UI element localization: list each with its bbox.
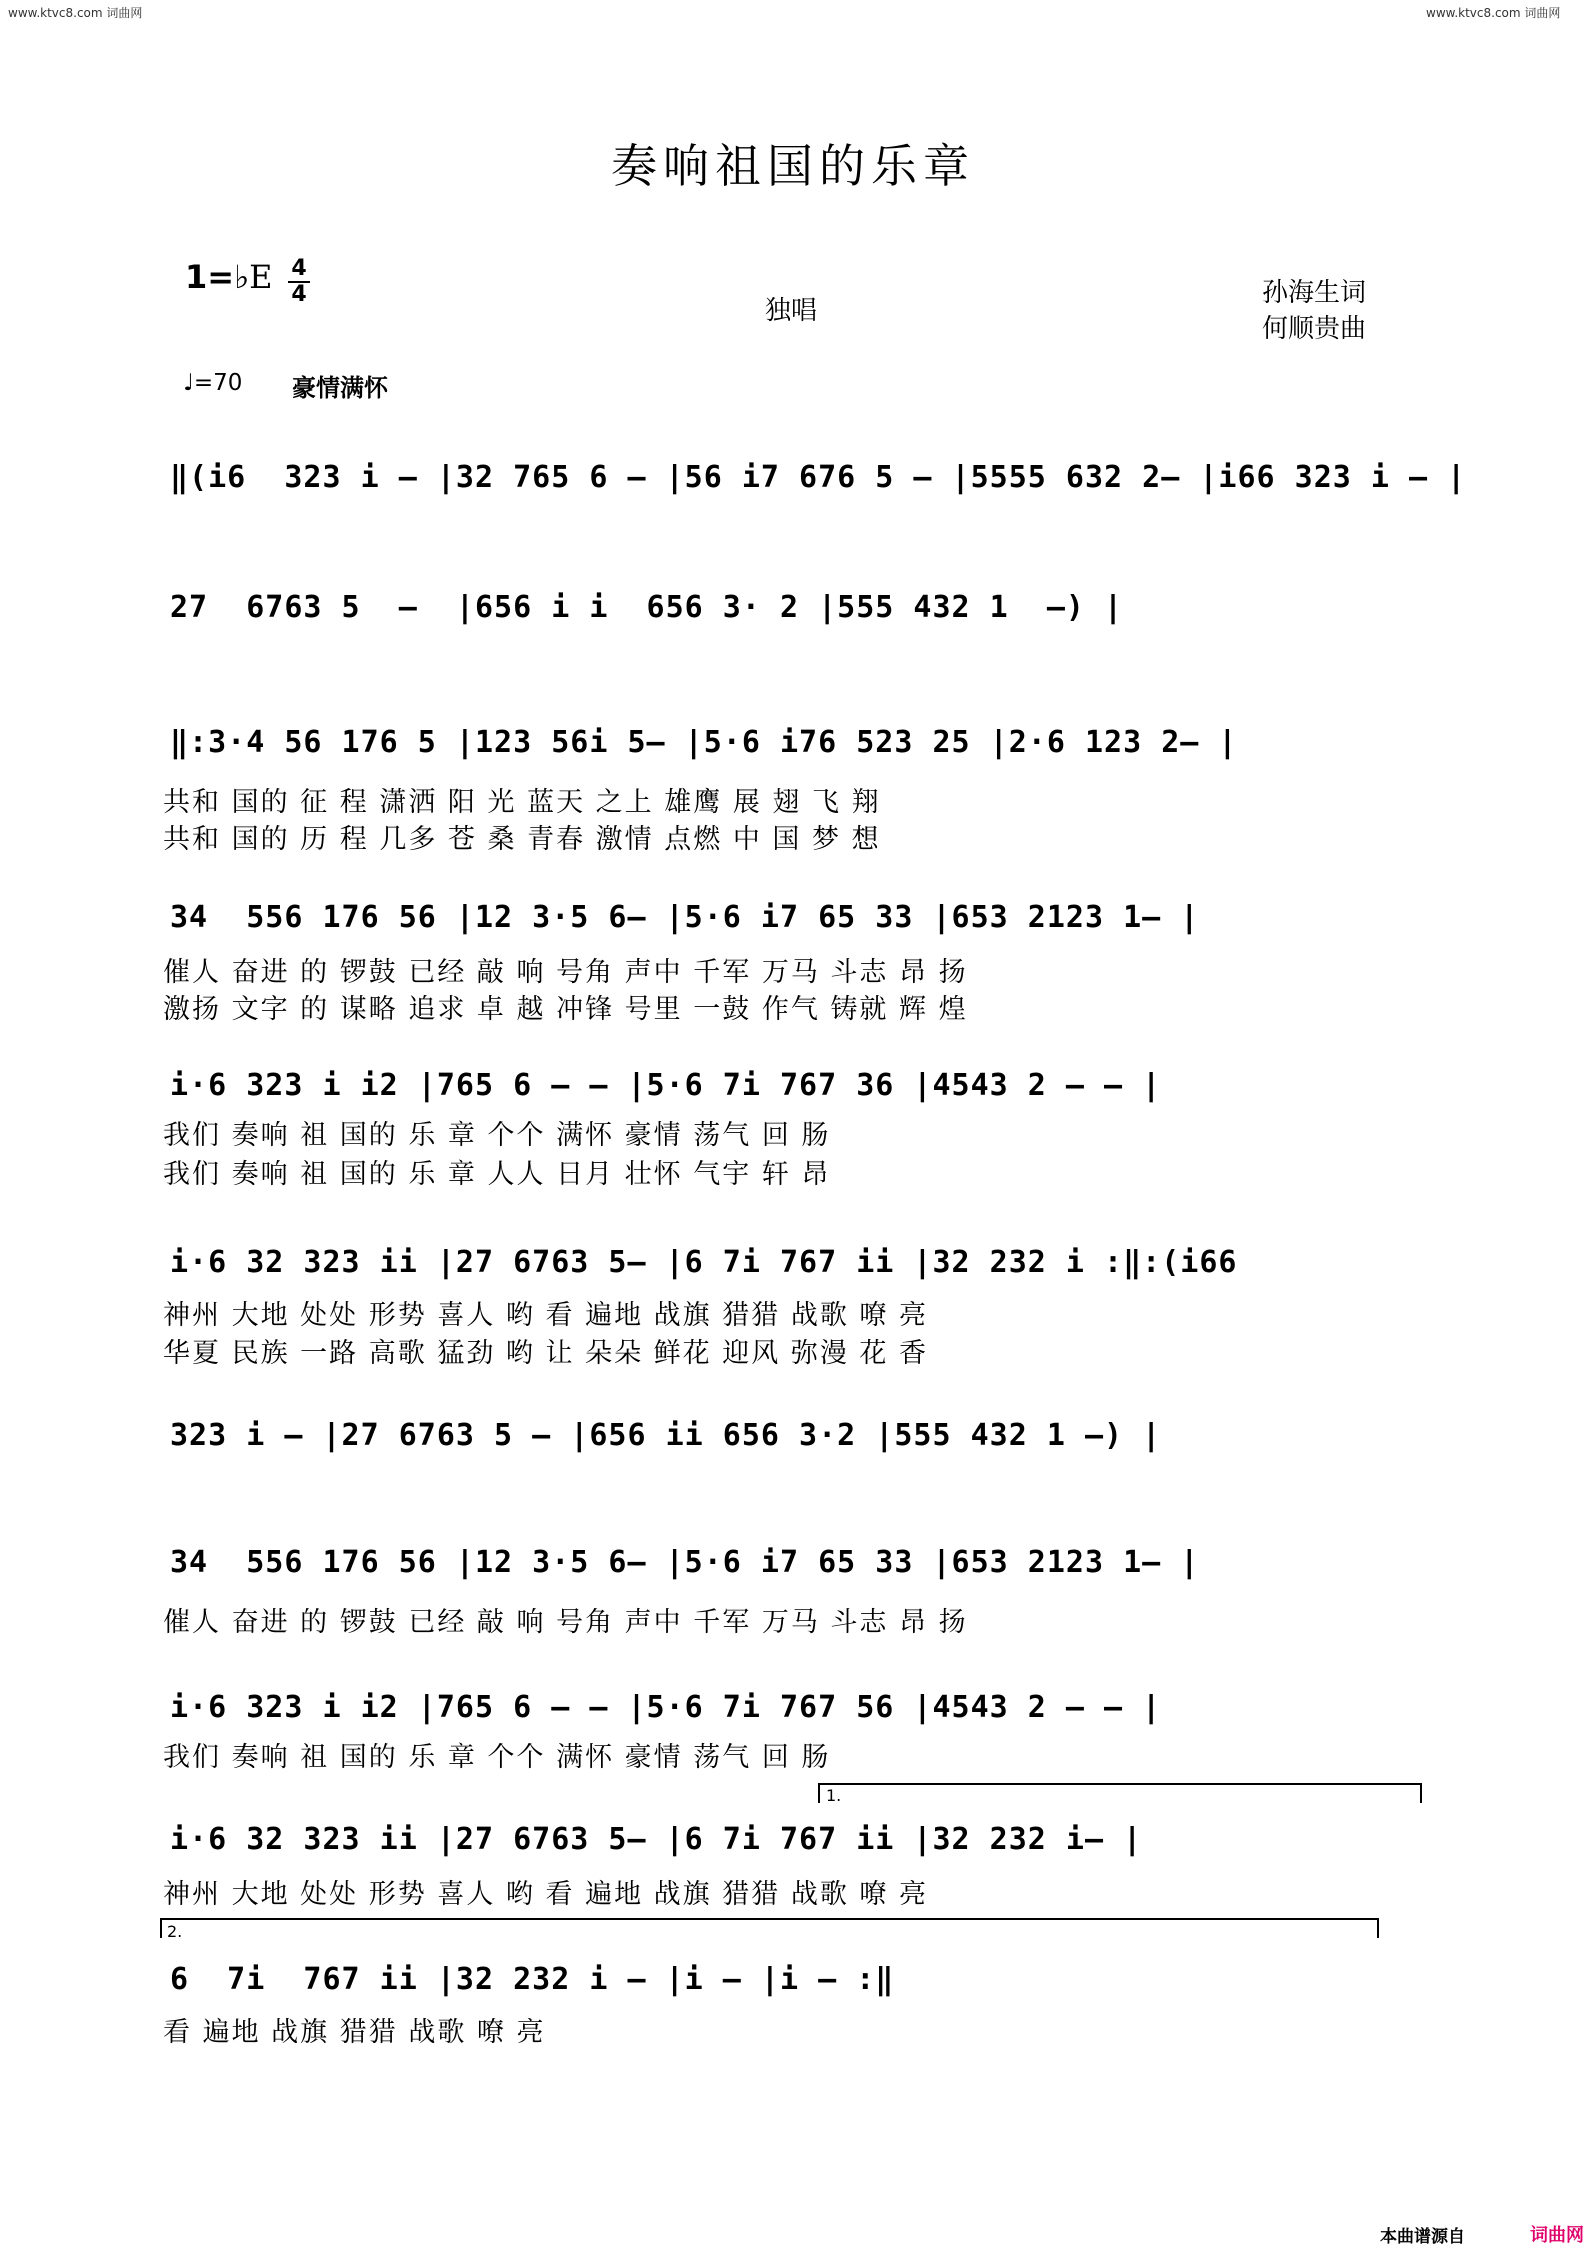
volta-1-label: 1.: [826, 1786, 842, 1805]
song-title: 奏响祖国的乐章: [611, 139, 975, 193]
lyric-line-5-verse-1: 我们 奏响 祖 国的 乐 章 个个 满怀 豪情 荡气 回 肠: [163, 1120, 831, 1151]
lyric-line-11: 看 遍地 战旗 猎猎 战歌 嘹 亮: [163, 2017, 546, 2048]
genre: 独唱: [765, 296, 818, 326]
lyric-line-3-verse-1: 共和 国的 征 程 潇洒 阳 光 蓝天 之上 雄鹰 展 翅 飞 翔: [163, 787, 881, 818]
key-signature: [185, 258, 273, 296]
notation-line-9: i·6 323 i i2 |765 6 – – |5·6 7i 767 56 |4543 2 – – |: [170, 1690, 1162, 1725]
lyric-line-6-verse-2: 华夏 民族 一路 高歌 猛劲 哟 让 朵朵 鲜花 迎风 弥漫 花 香: [163, 1338, 928, 1369]
notation-line-5: i·6 323 i i2 |765 6 – – |5·6 7i 767 36 |4543 2 – – |: [170, 1068, 1162, 1103]
key-note: ♭E: [234, 258, 273, 296]
credits: [1262, 275, 1366, 347]
expression-marking: 豪情满怀: [292, 374, 388, 402]
composer: 何顺贵曲: [1262, 314, 1367, 344]
lyric-line-9: 我们 奏响 祖 国的 乐 章 个个 满怀 豪情 荡气 回 肠: [163, 1742, 831, 1773]
lyric-line-5-verse-2: 我们 奏响 祖 国的 乐 章 人人 日月 壮怀 气宇 轩 昂: [163, 1159, 831, 1190]
site-watermark-left: www.ktvc8.com 词曲网: [8, 6, 143, 20]
notation-line-1: ‖(i6 323 i – |32 765 6 – |56 i7 676 5 – |5555 632 2– |i66 323 i – |: [170, 460, 1467, 495]
notation-line-3: ‖:3·4 56 176 5 |123 56i 5– |5·6 i76 523 25 |2·6 123 2– |: [170, 725, 1238, 760]
volta-1-bracket: [818, 1783, 1422, 1803]
time-signature: [288, 258, 310, 306]
lyric-line-8: 催人 奋进 的 锣鼓 已经 敲 响 号角 声中 千军 万马 斗志 昂 扬: [163, 1607, 968, 1638]
notation-line-10: i·6 32 323 ii |27 6763 5– |6 7i 767 ii |32 232 i– |: [170, 1822, 1143, 1857]
site-watermark-right: www.ktvc8.com 词曲网: [1426, 6, 1561, 20]
time-bottom: 4: [291, 282, 307, 307]
lyric-line-4-verse-2: 激扬 文字 的 谋略 追求 卓 越 冲锋 号里 一鼓 作气 铸就 辉 煌: [163, 994, 968, 1025]
notation-line-7: 323 i – |27 6763 5 – |656 ii 656 3·2 |555 432 1 –) |: [170, 1418, 1162, 1453]
lyric-line-6-verse-1: 神州 大地 处处 形势 喜人 哟 看 遍地 战旗 猎猎 战歌 嘹 亮: [163, 1300, 928, 1331]
volta-2-label: 2.: [167, 1922, 183, 1941]
lyricist: 孙海生词: [1262, 278, 1367, 308]
footer-brand-logo: 词曲网: [1530, 2225, 1584, 2246]
key-prefix: 1=: [185, 258, 235, 296]
notation-line-6: i·6 32 323 ii |27 6763 5– |6 7i 767 ii |32 232 i :‖:(i66: [170, 1245, 1238, 1280]
time-top: 4: [291, 256, 307, 281]
tempo-marking: ♩=70: [183, 370, 243, 396]
notation-line-4: 34 556 176 56 |12 3·5 6– |5·6 i7 65 33 |653 2123 1– |: [170, 900, 1200, 935]
volta-2-bracket: [160, 1918, 1379, 1938]
lyric-line-4-verse-1: 催人 奋进 的 锣鼓 已经 敲 响 号角 声中 千军 万马 斗志 昂 扬: [163, 957, 968, 988]
notation-line-11: 6 7i 767 ii |32 232 i – |i – |i – :‖: [170, 1962, 895, 1997]
footer-source-text: 本曲谱源自: [1380, 2227, 1465, 2247]
lyric-line-3-verse-2: 共和 国的 历 程 几多 苍 桑 青春 激情 点燃 中 国 梦 想: [163, 824, 881, 855]
lyric-line-10: 神州 大地 处处 形势 喜人 哟 看 遍地 战旗 猎猎 战歌 嘹 亮: [163, 1879, 928, 1910]
notation-line-8: 34 556 176 56 |12 3·5 6– |5·6 i7 65 33 |653 2123 1– |: [170, 1545, 1200, 1580]
notation-line-2: 27 6763 5 – |656 i i 656 3· 2 |555 432 1 –) |: [170, 590, 1124, 625]
